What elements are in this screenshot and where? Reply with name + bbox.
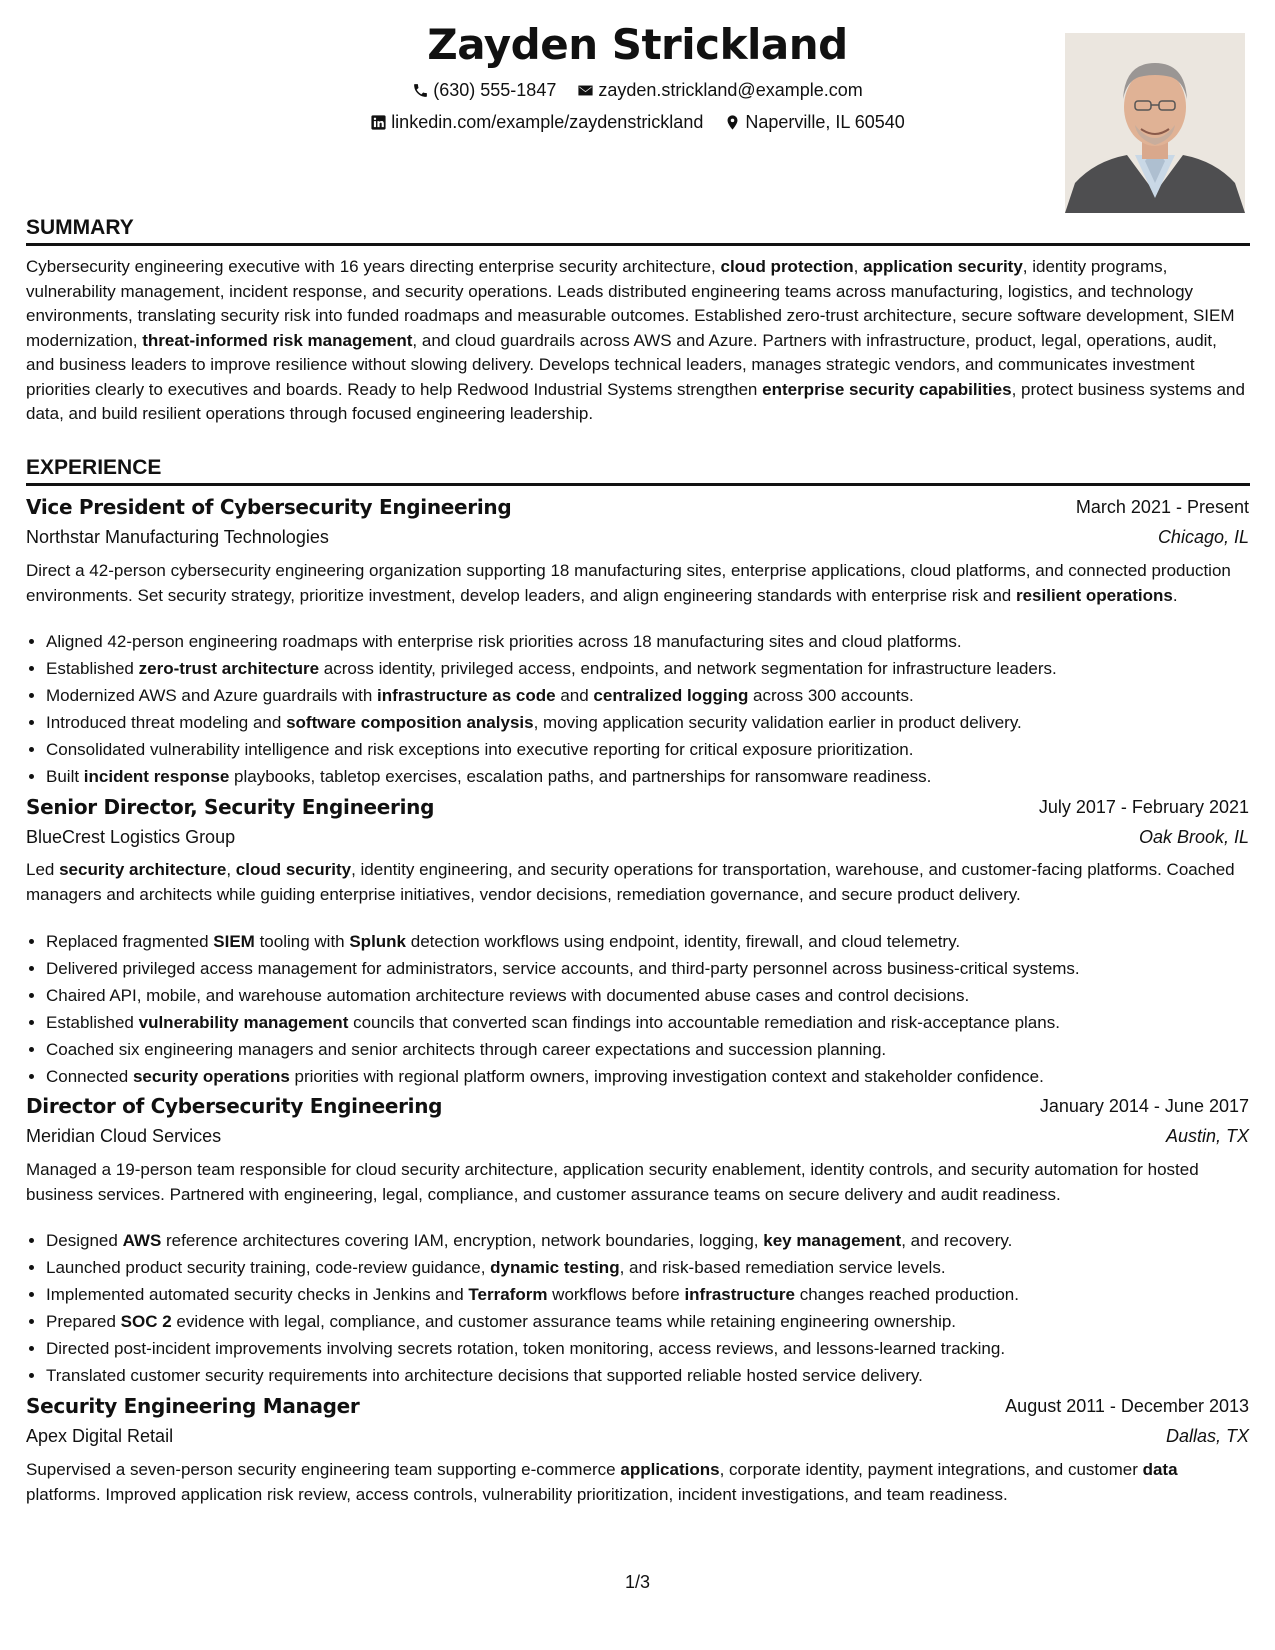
bullet-item: [46, 1009, 1268, 1036]
bold-text-run: centralized logging: [593, 686, 749, 705]
bold-text-run: enterprise security capabilities: [762, 379, 1012, 399]
bullet-item: [46, 1036, 1268, 1063]
bold-text-run: Splunk: [349, 932, 407, 951]
job-dates: January 2014 - June 2017: [1039, 1096, 1249, 1116]
text-run: , identity engineering, and security operations for transportation, warehouse, and customer-facing platforms. Coached managers and architects while guiding enterprise initiatives, vendor decisions, remediation governance, and secure product delivery.: [26, 860, 1235, 904]
job-dates: March 2021 - Present: [1075, 497, 1249, 517]
job-bullets: [26, 628, 1268, 790]
text-run: workflows before: [547, 1285, 685, 1304]
bullet-item: [46, 763, 1268, 790]
text-run: Managed a 19-person team responsible for cloud security architecture, application security enablement, identity controls, and security automation for hosted business services. Partnered with engineering, legal, compliance, and customer assurance teams on secure delivery and audit readiness.: [26, 1160, 1199, 1204]
bullet-item: [46, 1362, 1268, 1389]
text-run: , identity programs, vulnerability management, incident response, and security operations. Leads distributed engineering teams across manufacturing, logistics, and technology environments, translating security risk into funded roadmaps and measurable outcomes. Established zero-trust architecture, secure software development, SIEM modernization,: [26, 257, 1235, 350]
job-description: [26, 559, 1248, 608]
text-run: Designed: [46, 1231, 123, 1250]
text-run: Replaced fragmented: [46, 932, 214, 951]
text-run: detection workflows using endpoint, identity, firewall, and cloud telemetry.: [406, 932, 961, 951]
job-dates: August 2011 - December 2013: [1005, 1396, 1249, 1416]
bold-text-run: threat-informed risk management: [142, 330, 413, 350]
bullet-item: [46, 955, 1268, 982]
text-run: changes reached production.: [794, 1285, 1019, 1304]
text-run: , and cloud guardrails across AWS and Azure. Partners with infrastructure, product, legal, operations, audit, and business leaders to improve resilience without slowing delivery. Develops technical leaders, manages strategic vendors, and communicates investment priorities clearly to executives and boards. Ready to help Redwood Industrial Systems strengthen: [26, 330, 1217, 399]
text-run: Direct a 42-person cybersecurity engineering organization supporting 18 manufacturing sites, enterprise applications, cloud platforms, and connected production environments. Set security strategy, prioritize investment, develop leaders, and align engineering standards with enterprise risk and: [26, 561, 1231, 605]
text-run: Supervised a seven-person security engineering team supporting e-commerce: [26, 1460, 621, 1479]
job-bullets: [26, 1227, 1268, 1389]
bold-text-run: infrastructure as code: [377, 686, 556, 705]
location-text: Naperville, IL 60540: [745, 112, 905, 132]
text-run: ,: [853, 257, 864, 276]
bullet-item: [46, 628, 1268, 655]
bullet-item: [46, 1254, 1268, 1281]
text-run: , and risk-based remediation service levels.: [619, 1258, 946, 1277]
bullet-item: [46, 928, 1268, 955]
job-company: Apex Digital Retail: [26, 1426, 174, 1446]
bullet-item: [46, 655, 1268, 682]
bullet-item: [46, 982, 1268, 1009]
job-title: Vice President of Cybersecurity Engineering: [26, 495, 512, 519]
job-title: Senior Director, Security Engineering: [26, 795, 435, 819]
bullet-item: [46, 736, 1268, 763]
text-run: , protect business systems and data, and build resilient operations through focused engineering leadership.: [26, 379, 1245, 423]
job-title: Security Engineering Manager: [26, 1394, 360, 1418]
bullet-item: [46, 682, 1268, 709]
bullet-item: [46, 1281, 1268, 1308]
text-run: Cybersecurity engineering executive with 16 years directing enterprise security architecture,: [26, 257, 721, 276]
text-run: across 300 accounts.: [748, 686, 914, 705]
job-location: Austin, TX: [1165, 1126, 1249, 1146]
text-run: Chaired API, mobile, and warehouse automation architecture reviews with documented abuse cases and control decisions.: [46, 986, 970, 1005]
bold-text-run: application security: [863, 257, 1023, 276]
bold-text-run: security architecture: [59, 860, 227, 879]
bold-text-run: software composition analysis: [286, 713, 534, 732]
portrait-image: [1065, 33, 1245, 213]
summary-text: [26, 255, 1248, 427]
text-run: Led: [26, 860, 60, 879]
text-run: , corporate identity, payment integrations, and customer: [719, 1460, 1143, 1479]
job-description: [26, 1158, 1248, 1207]
bold-text-run: SIEM: [213, 932, 255, 951]
phone-text: (630) 555-1847: [433, 80, 557, 100]
candidate-name: Zayden Strickland: [427, 20, 848, 69]
bullet-item: [46, 1308, 1268, 1335]
bullet-item: [46, 1335, 1268, 1362]
summary-heading: SUMMARY: [26, 216, 1250, 246]
text-run: priorities with regional platform owners, improving investigation context and stakeholder confidence.: [289, 1067, 1044, 1086]
text-run: across identity, privileged access, endpoints, and network segmentation for infrastructure leaders.: [319, 659, 1057, 678]
bold-text-run: security operations: [132, 1067, 290, 1086]
text-run: and: [555, 686, 594, 705]
email-contact[interactable]: [577, 80, 862, 101]
bold-text-run: applications: [620, 1460, 720, 1479]
bold-text-run: zero-trust architecture: [138, 659, 320, 678]
profile-photo: [1065, 33, 1245, 213]
email-text: zayden.strickland@example.com: [598, 80, 863, 100]
phone-contact: [412, 80, 556, 101]
text-run: .: [1172, 585, 1178, 605]
text-run: tooling with: [254, 932, 350, 951]
text-run: reference architectures covering IAM, encryption, network boundaries, logging,: [161, 1231, 764, 1250]
job-title: Director of Cybersecurity Engineering: [26, 1094, 443, 1118]
text-run: Directed post-incident improvements involving secrets rotation, token monitoring, access reviews, and lessons-learned tracking.: [46, 1339, 1006, 1358]
linkedin-icon: [370, 114, 387, 131]
bold-text-run: vulnerability management: [138, 1013, 349, 1032]
page-number: 1/3: [624, 1572, 651, 1592]
bold-text-run: infrastructure: [684, 1285, 795, 1304]
text-run: Launched product security training, code-review guidance,: [46, 1258, 491, 1277]
job-bullets: [26, 928, 1268, 1090]
bullet-item: [46, 1227, 1268, 1254]
bold-text-run: SOC 2: [120, 1312, 172, 1331]
job-location: Oak Brook, IL: [1138, 827, 1249, 847]
text-run: Established: [46, 1013, 139, 1032]
bold-text-run: data: [1142, 1460, 1178, 1479]
job-location: Chicago, IL: [1157, 527, 1249, 547]
job-location: Dallas, TX: [1165, 1426, 1249, 1446]
text-run: platforms. Improved application risk review, access controls, vulnerability prioritization, incident investigations, and team readiness.: [26, 1484, 1008, 1504]
map-pin-icon: [724, 114, 741, 131]
envelope-icon: [577, 82, 594, 99]
text-run: Aligned 42-person engineering roadmaps with enterprise risk priorities across 18 manufacturing sites and cloud platforms.: [46, 632, 962, 651]
text-run: Introduced threat modeling and: [46, 713, 287, 732]
text-run: Connected: [46, 1067, 133, 1086]
phone-icon: [412, 82, 429, 99]
text-run: evidence with legal, compliance, and customer assurance teams while retaining engineering ownership.: [171, 1312, 957, 1331]
text-run: Translated customer security requirements into architecture decisions that supported reliable hosted service delivery.: [46, 1366, 923, 1385]
text-run: Established: [46, 659, 139, 678]
linkedin-contact[interactable]: [370, 112, 703, 133]
text-run: Prepared: [46, 1312, 121, 1331]
experience-heading: EXPERIENCE: [26, 456, 1250, 486]
job-company: Northstar Manufacturing Technologies: [26, 527, 329, 547]
job-description: [26, 858, 1248, 907]
text-run: Implemented automated security checks in Jenkins and: [46, 1285, 469, 1304]
bold-text-run: cloud protection: [720, 257, 854, 276]
bold-text-run: AWS: [122, 1231, 162, 1250]
text-run: ,: [226, 860, 236, 879]
bullet-item: [46, 1063, 1268, 1090]
bold-text-run: incident response: [83, 767, 230, 786]
bold-text-run: dynamic testing: [490, 1258, 620, 1277]
linkedin-text: linkedin.com/example/zaydenstrickland: [391, 112, 704, 132]
job-dates: July 2017 - February 2021: [1038, 797, 1249, 817]
text-run: councils that converted scan findings into accountable remediation and risk-acceptance plans.: [348, 1013, 1060, 1032]
text-run: playbooks, tabletop exercises, escalation paths, and partnerships for ransomware readiness.: [229, 767, 932, 786]
text-run: Consolidated vulnerability intelligence and risk exceptions into executive reporting for critical exposure prioritization.: [46, 740, 914, 759]
bold-text-run: key management: [763, 1231, 902, 1250]
text-run: , and recovery.: [901, 1231, 1013, 1250]
bold-text-run: cloud security: [235, 860, 352, 879]
job-company: BlueCrest Logistics Group: [26, 827, 236, 847]
bold-text-run: resilient operations: [1015, 585, 1173, 605]
text-run: Built: [46, 767, 84, 786]
text-run: Coached six engineering managers and senior architects through career expectations and succession planning.: [46, 1040, 887, 1059]
text-run: , moving application security validation earlier in product delivery.: [533, 713, 1022, 732]
bullet-item: [46, 709, 1268, 736]
location-contact: [724, 112, 904, 133]
bold-text-run: Terraform: [468, 1285, 548, 1304]
job-company: Meridian Cloud Services: [26, 1126, 222, 1146]
job-description: [26, 1458, 1248, 1507]
text-run: Modernized AWS and Azure guardrails with: [46, 686, 378, 705]
text-run: Delivered privileged access management for administrators, service accounts, and third-party personnel across business-critical systems.: [46, 959, 1080, 978]
